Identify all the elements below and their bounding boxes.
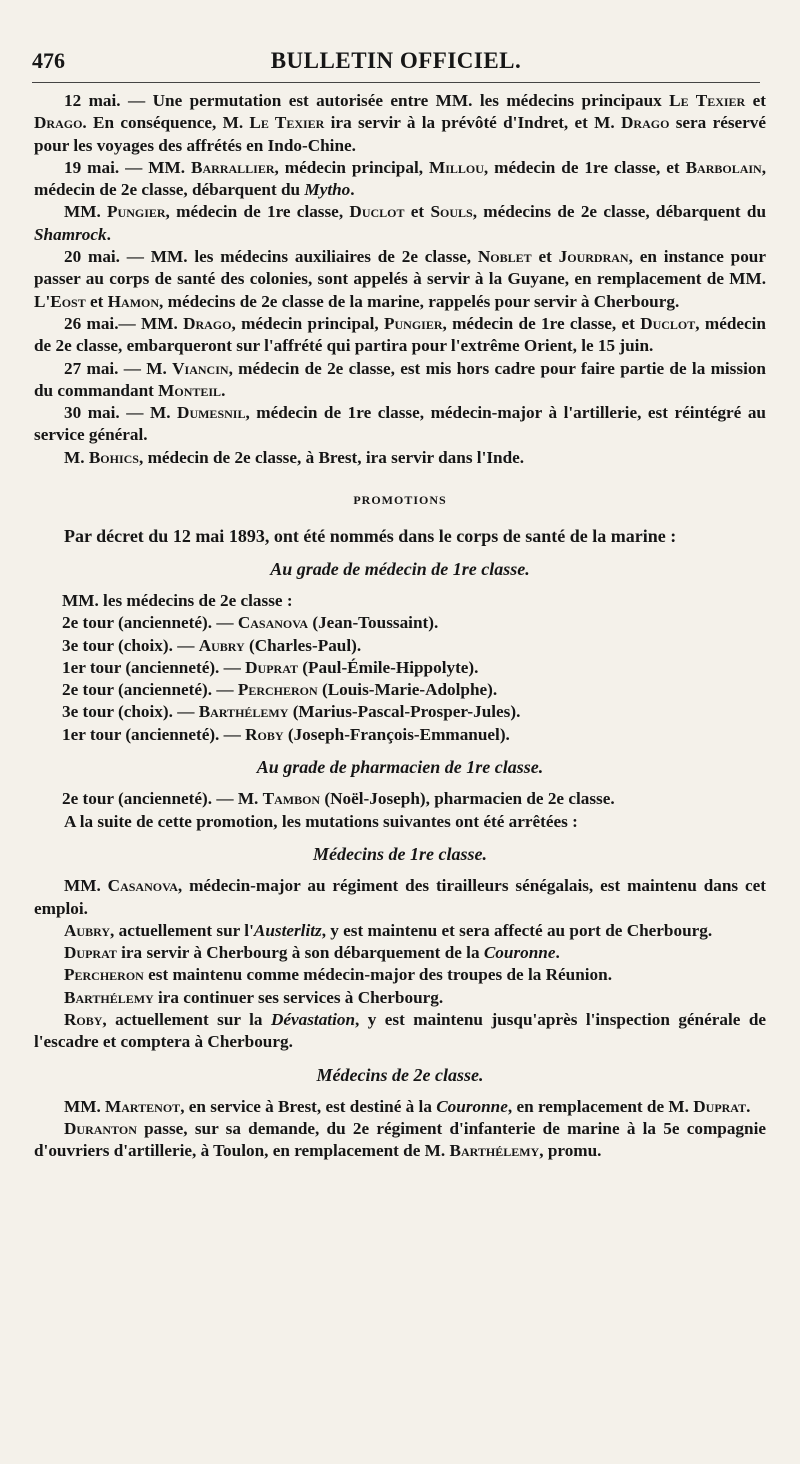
medecin-grade-title: Au grade de médecin de 1re classe. xyxy=(270,558,530,579)
promotion-list-item: 2e tour (ancienneté). — Percheron (Louis-Marie-Adolphe). xyxy=(62,680,498,700)
mutation-entry: MM. Martenot, en service à Brest, est destiné à la Couronne, en remplacement de M. Duprat. xyxy=(64,1096,751,1116)
running-title: BULLETIN OFFICIEL. xyxy=(270,48,522,73)
promotion-list-item: 3e tour (choix). — Barthélemy (Marius-Pascal-Prosper-Jules). xyxy=(62,702,521,722)
pharmacien-grade-title: Au grade de pharmacien de 1re classe. xyxy=(256,757,544,778)
entry-19-mai: 19 mai. — MM. Barrallier, médecin principal, Millou, médecin de 1re classe, et Barbolain, médecin de 2e classe, débarquent du Mytho. xyxy=(34,157,766,200)
mutations-intro: A la suite de cette promotion, les mutations suivantes ont été arrêtées : xyxy=(64,811,578,831)
mutation-entry: Percheron est maintenu comme médecin-major des troupes de la Réunion. xyxy=(64,965,613,985)
pharmacien-entry: 2e tour (ancienneté). — M. Tambon (Noël-Joseph), pharmacien de 2e classe. xyxy=(62,789,615,809)
medecins-1re-title: Médecins de 1re classe. xyxy=(313,843,487,864)
mutation-entry: MM. Casanova, médecin-major au régiment des tirailleurs sénégalais, est maintenu dans cet emploi. xyxy=(34,876,766,918)
promotion-list-item: 1er tour (ancienneté). — Roby (Joseph-François-Emmanuel). xyxy=(62,724,510,744)
entry-20-mai: 20 mai. — MM. les médecins auxiliaires de 2e classe, Noblet et Jourdran, en instance pour passer au corps de santé des colonies, sont appelés à servir à la Guyane, en remplacement de MM. L'Eost et Hamon, médecins de 2e classe de la marine, rappelés pour servir à Cherbourg. xyxy=(34,247,766,311)
page-number: 476 xyxy=(32,48,65,73)
page-header xyxy=(32,48,760,78)
header-rule xyxy=(32,82,760,83)
entry-30-mai: 30 mai. — M. Dumesnil, médecin de 1re classe, médecin-major à l'artillerie, est réintégré au service général. xyxy=(34,403,766,445)
promotion-list-item: 2e tour (ancienneté). — Casanova (Jean-Toussaint). xyxy=(62,613,439,633)
promotion-list-item: 1er tour (ancienneté). — Duprat (Paul-Émile-Hippolyte). xyxy=(62,657,479,677)
medecin-intro: MM. les médecins de 2e classe : xyxy=(62,590,293,610)
entry-bohics: M. Bohics, médecin de 2e classe, à Brest, ira servir dans l'Inde. xyxy=(64,447,525,467)
mutation-entry: Roby, actuellement sur la Dévastation, y est maintenu jusqu'après l'inspection générale de l'escadre et comptera à Cherbourg. xyxy=(34,1009,767,1052)
entry-26-mai: 26 mai.— MM. Drago, médecin principal, Pungier, médecin de 1re classe, et Duclot, médecin de 2e classe, embarqueront sur l'affrété qui partira pour l'extrême Orient, le 15 juin. xyxy=(34,313,766,356)
entry-12-mai: 12 mai. — Une permutation est autorisée entre MM. les médecins principaux Le Texier et Drago. En conséquence, M. Le Texier ira servir à la prévôté d'Indret, et M. Drago sera réservé pour les voyages des affrétés en Indo-Chine. xyxy=(34,91,766,155)
entry-shamrock: MM. Pungier, médecin de 1re classe, Duclot et Souls, médecins de 2e classe, débarquent du Shamrock. xyxy=(34,202,766,244)
mutation-entry: Aubry, actuellement sur l'Austerlitz, y est maintenu et sera affecté au port de Cherbourg. xyxy=(64,920,713,940)
mutation-entry: Barthélemy ira continuer ses services à Cherbourg. xyxy=(64,987,444,1007)
promotion-list-item: 3e tour (choix). — Aubry (Charles-Paul). xyxy=(62,635,362,655)
mutation-entry: Duprat ira servir à Cherbourg à son débarquement de la Couronne. xyxy=(64,943,560,963)
promotions-heading: PROMOTIONS xyxy=(353,493,447,508)
page-content xyxy=(34,90,766,1163)
mutation-entry: Duranton passe, sur sa demande, du 2e régiment d'infanterie de marine à la 5e compagnie d'ouvriers d'artillerie, à Toulon, en remplacement de M. Barthélemy, promu. xyxy=(34,1119,766,1161)
medecins-2e-title: Médecins de 2e classe. xyxy=(316,1064,484,1085)
entry-27-mai: 27 mai. — M. Viancin, médecin de 2e classe, est mis hors cadre pour faire partie de la mission du commandant Monteil. xyxy=(34,358,766,400)
promotions-decree: Par décret du 12 mai 1893, ont été nommés dans le corps de santé de la marine : xyxy=(64,526,677,547)
